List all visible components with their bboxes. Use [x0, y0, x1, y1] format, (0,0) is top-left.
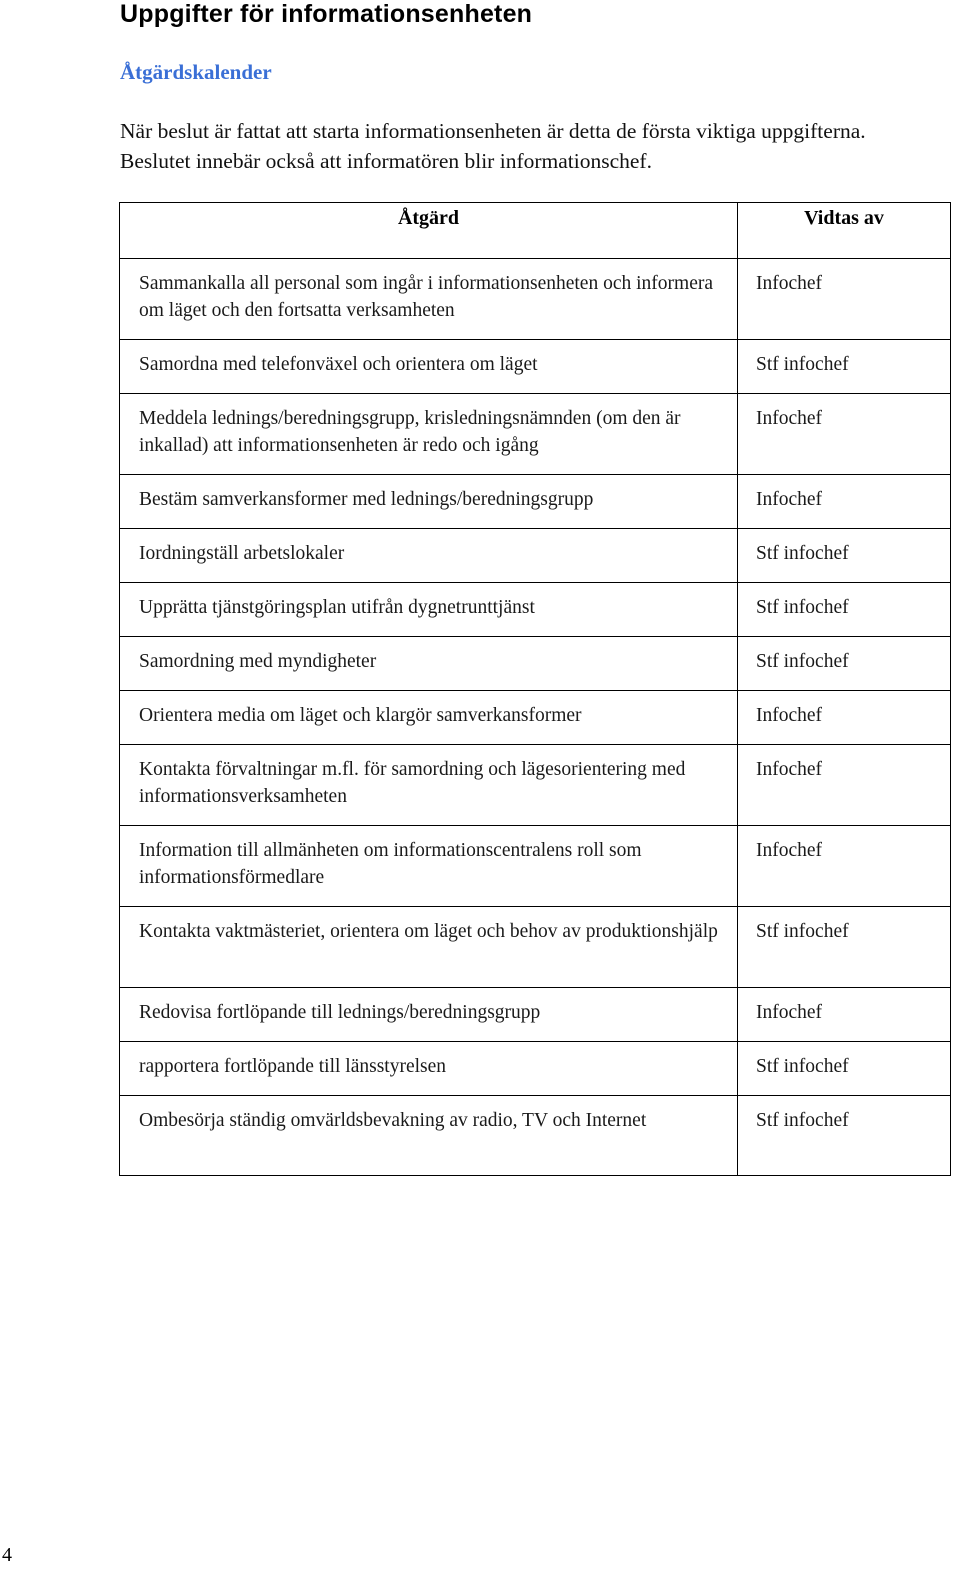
action-cell: Kontakta förvaltningar m.fl. för samordning och lägesorientering med informationsverksamheten: [120, 745, 738, 826]
owner-cell: Stf infochef: [738, 529, 951, 583]
owner-cell: Infochef: [738, 988, 951, 1042]
action-cell: Samordning med myndigheter: [120, 637, 738, 691]
owner-cell: Stf infochef: [738, 340, 951, 394]
action-cell: Kontakta vaktmästeriet, orientera om läget och behov av produktionshjälp: [120, 907, 738, 988]
table-row: [120, 745, 951, 826]
table-row: [120, 988, 951, 1042]
table-row: [120, 583, 951, 637]
table-row: [120, 394, 951, 475]
action-cell: Upprätta tjänstgöringsplan utifrån dygnetrunttjänst: [120, 583, 738, 637]
owner-cell: Stf infochef: [738, 907, 951, 988]
owner-cell: Infochef: [738, 259, 951, 340]
owner-cell: Stf infochef: [738, 637, 951, 691]
document-title: Uppgifter för informationsenheten: [120, 0, 533, 28]
owner-cell: Infochef: [738, 394, 951, 475]
owner-cell: Infochef: [738, 826, 951, 907]
action-cell: Samordna med telefonväxel och orientera om läget: [120, 340, 738, 394]
owner-cell: Stf infochef: [738, 583, 951, 637]
action-cell: Iordningställ arbetslokaler: [120, 529, 738, 583]
action-cell: Bestäm samverkansformer med lednings/beredningsgrupp: [120, 475, 738, 529]
action-cell: Orientera media om läget och klargör samverkansformer: [120, 691, 738, 745]
action-cell: Redovisa fortlöpande till lednings/beredningsgrupp: [120, 988, 738, 1042]
action-cell: Information till allmänheten om informationscentralens roll som informationsförmedlare: [120, 826, 738, 907]
action-cell: Sammankalla all personal som ingår i informationsenheten och informera om läget och den fortsatta verksamheten: [120, 259, 738, 340]
action-cell: Ombesörja ständig omvärldsbevakning av radio, TV och Internet: [120, 1096, 738, 1176]
page-number: 4: [2, 1544, 12, 1566]
table-row: [120, 637, 951, 691]
table-row: [120, 340, 951, 394]
action-calendar-table: [119, 202, 951, 1176]
owner-cell: Infochef: [738, 745, 951, 826]
table-row: [120, 907, 951, 988]
owner-cell: Infochef: [738, 475, 951, 529]
section-heading: Åtgärdskalender: [120, 60, 272, 84]
header-owner: Vidtas av: [738, 203, 951, 259]
table-row: [120, 826, 951, 907]
action-cell: rapportera fortlöpande till länsstyrelsen: [120, 1042, 738, 1096]
table-row: [120, 1042, 951, 1096]
intro-paragraph: När beslut är fattat att starta informationsenheten är detta de första viktiga uppgifterna. Beslutet innebär också att informatören blir informationschef.: [120, 119, 866, 173]
table-row: [120, 475, 951, 529]
owner-cell: Stf infochef: [738, 1096, 951, 1176]
table-row: [120, 259, 951, 340]
owner-cell: Infochef: [738, 691, 951, 745]
table-row: [120, 1096, 951, 1176]
action-cell: Meddela lednings/beredningsgrupp, krisledningsnämnden (om den är inkallad) att informationsenheten är redo och igång: [120, 394, 738, 475]
owner-cell: Stf infochef: [738, 1042, 951, 1096]
header-action: Åtgärd: [120, 203, 738, 259]
table-row: [120, 529, 951, 583]
table-header-row: [120, 203, 951, 259]
table-row: [120, 691, 951, 745]
